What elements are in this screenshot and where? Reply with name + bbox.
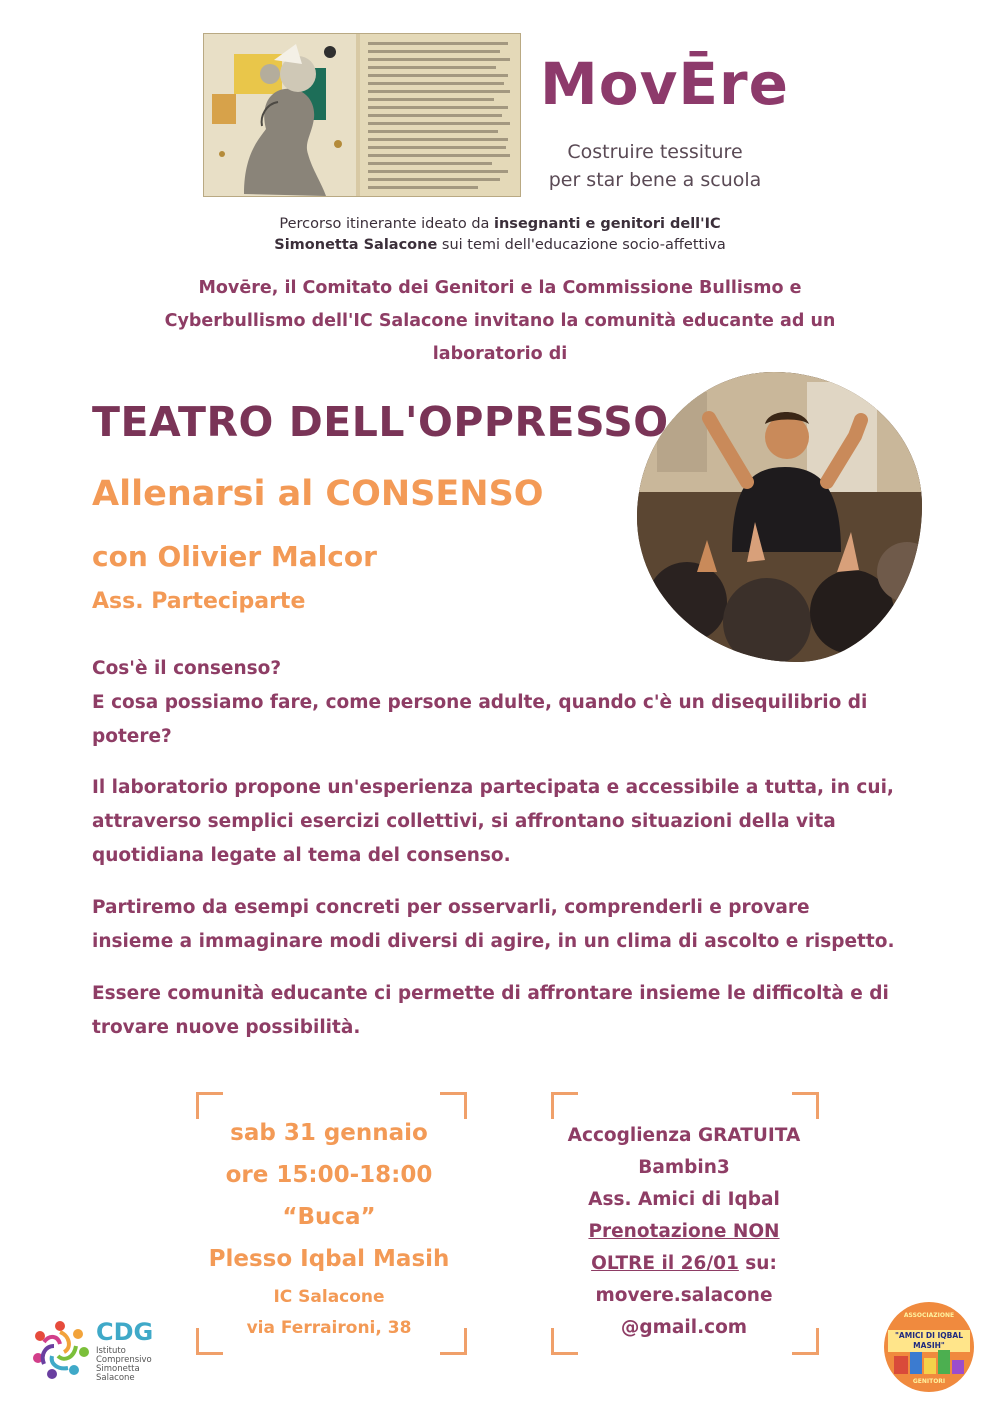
paragraph-3-line-1: Partiremo da esempi concreti per osservarli, comprenderli e provare bbox=[92, 897, 810, 918]
invite-line-1: Movēre, il Comitato dei Genitori e la Commissione Bullismo e bbox=[198, 278, 802, 298]
paragraph-4-line-1: Essere comunità educante ci permette di affrontare insieme le difficoltà e di bbox=[92, 983, 889, 1004]
event-association: Ass. Parteciparte bbox=[92, 589, 306, 614]
collage-dictionary-page bbox=[360, 34, 520, 196]
iqbal-logo-top-text: ASSOCIAZIONE bbox=[903, 1312, 955, 1319]
iqbal-logo-title: "AMICI DI IQBAL MASIH" bbox=[888, 1330, 970, 1352]
invitation-text bbox=[120, 272, 880, 371]
info-email-user[interactable]: movere.salacone bbox=[595, 1285, 773, 1306]
collage-portrait-art bbox=[204, 34, 356, 196]
cdg-sub-4: Salacone bbox=[96, 1373, 135, 1383]
intro-text bbox=[0, 214, 1000, 256]
event-plesso: Plesso Iqbal Masih bbox=[208, 1246, 450, 1272]
workshop-photo bbox=[637, 372, 922, 662]
paragraph-2 bbox=[92, 771, 932, 873]
info-children: Bambin3 bbox=[638, 1157, 730, 1178]
booking-info-block bbox=[553, 1120, 815, 1344]
paragraph-1-line-3: potere? bbox=[92, 726, 172, 747]
intro-line-2-part-a: Simonetta Salacone bbox=[274, 237, 438, 253]
paragraph-4-line-2: trovare nuove possibilità. bbox=[92, 1017, 361, 1038]
event-place: “Buca” bbox=[282, 1204, 376, 1230]
paragraph-4 bbox=[92, 977, 932, 1045]
info-booking-date-line bbox=[553, 1248, 815, 1280]
info-booking-deadline: Prenotazione NON bbox=[588, 1221, 780, 1242]
event-subtitle: Allenarsi al CONSENSO bbox=[92, 474, 544, 514]
paragraph-1-line-2: E cosa possiamo fare, come persone adulte, quando c'è un disequilibrio di bbox=[92, 692, 868, 713]
info-email-domain[interactable]: @gmail.com bbox=[620, 1317, 748, 1338]
event-time: ore 15:00-18:00 bbox=[225, 1162, 433, 1188]
tagline-line-2: per star bene a scuola bbox=[548, 169, 762, 191]
info-booking-date: OLTRE il 26/01 bbox=[591, 1253, 739, 1274]
invite-line-3: laboratorio di bbox=[432, 344, 568, 364]
paragraph-2-line-1: Il laboratorio propone un'esperienza partecipata e accessibile a tutta, in cui, bbox=[92, 777, 894, 798]
brand-tagline bbox=[520, 138, 790, 194]
invite-line-2: Cyberbullismo dell'IC Salacone invitano la comunità educante ad un bbox=[164, 311, 836, 331]
paragraph-1 bbox=[92, 652, 932, 754]
event-address: via Ferraironi, 38 bbox=[246, 1318, 412, 1338]
cdg-label: CDG bbox=[96, 1318, 154, 1346]
intro-line-1 bbox=[0, 214, 1000, 235]
cdg-sub-3: Simonetta bbox=[96, 1364, 140, 1374]
date-location-block bbox=[198, 1112, 460, 1344]
brand-logo: MovĒre bbox=[540, 50, 789, 118]
header-collage-image bbox=[203, 33, 521, 197]
cdg-school-name bbox=[96, 1347, 152, 1383]
intro-line-1-part-b: insegnanti e genitori dell'IC bbox=[494, 216, 721, 232]
event-date: sab 31 gennaio bbox=[230, 1120, 428, 1146]
paragraph-3 bbox=[92, 891, 932, 959]
iqbal-logo-bottom-text: GENITORI bbox=[912, 1378, 946, 1385]
intro-line-2-part-b: sui temi dell'educazione socio-affettiva bbox=[437, 237, 726, 253]
info-corner-top-left bbox=[551, 1092, 578, 1119]
paragraph-2-line-3: quotidiana legate al tema del consenso. bbox=[92, 845, 511, 866]
info-association: Ass. Amici di Iqbal bbox=[588, 1189, 780, 1210]
tagline-line-1: Costruire tessiture bbox=[567, 141, 743, 163]
info-corner-top-right bbox=[792, 1092, 819, 1119]
amici-di-iqbal-logo bbox=[884, 1302, 974, 1392]
info-booking-via: su: bbox=[738, 1253, 777, 1274]
intro-line-1-part-a: Percorso itinerante ideato da bbox=[279, 216, 495, 232]
paragraph-2-line-2: attraverso semplici esercizi collettivi, si affrontano situazioni della vita bbox=[92, 811, 836, 832]
event-title: TEATRO DELL'OPPRESSO bbox=[92, 398, 669, 446]
cdg-sub-1: Istituto bbox=[96, 1346, 126, 1356]
event-school: IC Salacone bbox=[273, 1287, 385, 1307]
paragraph-3-line-2: insieme a immaginare modi diversi di agire, in un clima di ascolto e rispetto. bbox=[92, 931, 895, 952]
intro-line-2 bbox=[0, 235, 1000, 256]
event-host: con Olivier Malcor bbox=[92, 540, 377, 573]
cdg-sub-2: Comprensivo bbox=[96, 1355, 152, 1365]
paragraph-1-line-1: Cos'è il consenso? bbox=[92, 658, 282, 679]
cdg-logo-icon bbox=[28, 1318, 92, 1382]
info-free-entry: Accoglienza GRATUITA bbox=[567, 1125, 801, 1146]
